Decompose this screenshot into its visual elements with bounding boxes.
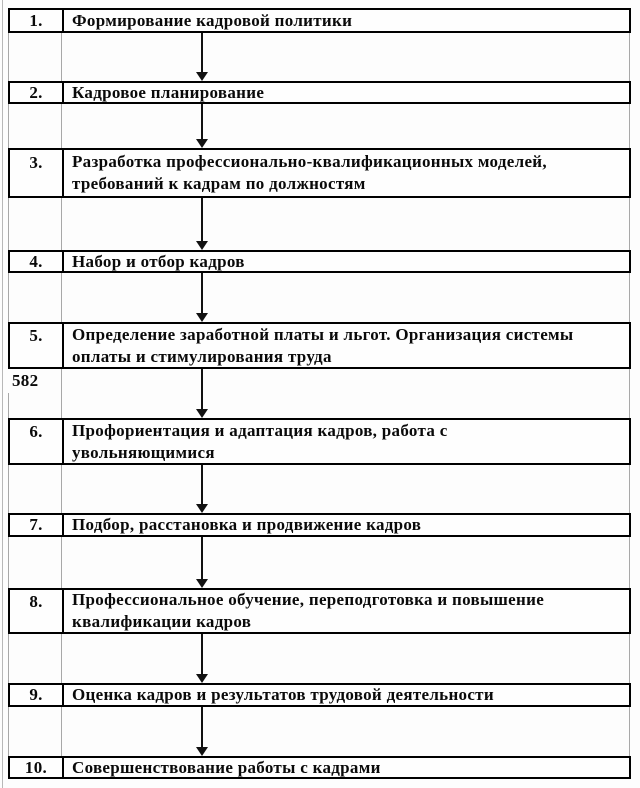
- flow-step-7: [8, 513, 631, 537]
- flow-step-8: [8, 588, 631, 634]
- flow-step-10: [8, 756, 631, 779]
- arrow-down-icon: [196, 139, 208, 148]
- arrow-down-icon: [196, 409, 208, 418]
- step-text: [64, 324, 629, 367]
- arrow-line: [201, 104, 203, 140]
- arrow-down-icon: [196, 747, 208, 756]
- step-text-line: Оценка кадров и результатов трудовой деятельности: [72, 685, 494, 704]
- arrow-line: [201, 369, 203, 410]
- step-text: [64, 685, 629, 705]
- grid-line: [8, 33, 9, 81]
- step-number: 4.: [10, 252, 64, 271]
- grid-line: [61, 273, 62, 322]
- grid-line: [8, 634, 9, 683]
- arrow-down-icon: [196, 72, 208, 81]
- step-number: 2.: [10, 83, 64, 102]
- grid-line: [61, 104, 62, 148]
- grid-line: [8, 273, 9, 322]
- grid-line: [8, 104, 9, 148]
- flow-connector-1-2: [0, 33, 640, 81]
- grid-line: [8, 707, 9, 756]
- grid-line: [629, 465, 630, 513]
- flow-step-2: [8, 81, 631, 104]
- flow-step-6: [8, 418, 631, 465]
- flow-connector-8-9: [0, 634, 640, 683]
- grid-line: [8, 393, 9, 418]
- arrow-line: [201, 634, 203, 675]
- step-number: 6.: [10, 420, 64, 463]
- step-number: 8.: [10, 590, 64, 632]
- step-text: [64, 420, 629, 463]
- arrow-down-icon: [196, 674, 208, 683]
- step-number: 10.: [10, 758, 64, 777]
- arrow-line: [201, 707, 203, 748]
- flow-step-3: [8, 148, 631, 198]
- arrow-line: [201, 537, 203, 580]
- step-text-line: квалификации кадров: [72, 612, 252, 631]
- flow-connector-7-8: [0, 537, 640, 588]
- step-text-line: Профессиональное обучение, переподготовка и повышение: [72, 590, 545, 609]
- grid-line: [61, 369, 62, 418]
- step-number: 3.: [10, 150, 64, 196]
- step-text-line: Разработка профессионально-квалификационных моделей,: [72, 152, 547, 171]
- step-number: 5.: [10, 324, 64, 367]
- grid-line: [629, 273, 630, 322]
- grid-line: [629, 537, 630, 588]
- grid-line: [8, 537, 9, 588]
- flow-connector-6-7: [0, 465, 640, 513]
- step-text-line: увольняющимися: [72, 442, 215, 462]
- flow-connector-9-10: [0, 707, 640, 756]
- arrow-down-icon: [196, 313, 208, 322]
- step-text-line: Формирование кадровой политики: [72, 10, 353, 30]
- arrow-line: [201, 273, 203, 314]
- step-text-line: требований к кадрам по должностям: [72, 174, 366, 193]
- arrow-line: [201, 465, 203, 505]
- grid-line: [629, 104, 630, 148]
- grid-line: [629, 707, 630, 756]
- grid-line: [61, 33, 62, 81]
- step-text-line: Совершенствование работы с кадрами: [72, 758, 381, 777]
- grid-line: [61, 198, 62, 250]
- step-number: 9.: [10, 685, 64, 705]
- arrow-down-icon: [196, 241, 208, 250]
- grid-line: [8, 465, 9, 513]
- step-text: [64, 252, 629, 271]
- step-text: [64, 10, 629, 31]
- step-text-line: Кадровое планирование: [72, 83, 265, 102]
- arrow-down-icon: [196, 504, 208, 513]
- step-text: [64, 515, 629, 535]
- grid-line: [629, 634, 630, 683]
- grid-line: [61, 537, 62, 588]
- flow-connector-3-4: [0, 198, 640, 250]
- arrow-line: [201, 33, 203, 73]
- step-text: [64, 150, 629, 196]
- page-number: 582: [12, 371, 39, 390]
- grid-line: [629, 33, 630, 81]
- step-text-line: Профориентация и адаптация кадров, работа с: [72, 420, 448, 440]
- grid-line: [629, 198, 630, 250]
- step-text-line: оплаты и стимулирования труда: [72, 346, 332, 366]
- flow-step-4: [8, 250, 631, 273]
- step-number: 7.: [10, 515, 64, 535]
- flow-step-5: [8, 322, 631, 369]
- arrow-down-icon: [196, 579, 208, 588]
- grid-line: [61, 707, 62, 756]
- grid-line: [61, 465, 62, 513]
- flow-connector-5-6: [0, 369, 640, 418]
- step-text: [64, 83, 629, 102]
- step-text-line: Определение заработной платы и льгот. Организация системы: [72, 324, 574, 344]
- step-number: 1.: [10, 10, 64, 31]
- flow-step-9: [8, 683, 631, 707]
- flow-connector-4-5: [0, 273, 640, 322]
- step-text-line: Набор и отбор кадров: [72, 252, 245, 271]
- grid-line: [629, 369, 630, 418]
- step-text-line: Подбор, расстановка и продвижение кадров: [72, 515, 422, 534]
- grid-line: [8, 198, 9, 250]
- grid-line: [61, 634, 62, 683]
- flow-step-1: [8, 8, 631, 33]
- flow-connector-2-3: [0, 104, 640, 148]
- step-text: [64, 758, 629, 777]
- arrow-line: [201, 198, 203, 242]
- step-text: [64, 590, 629, 632]
